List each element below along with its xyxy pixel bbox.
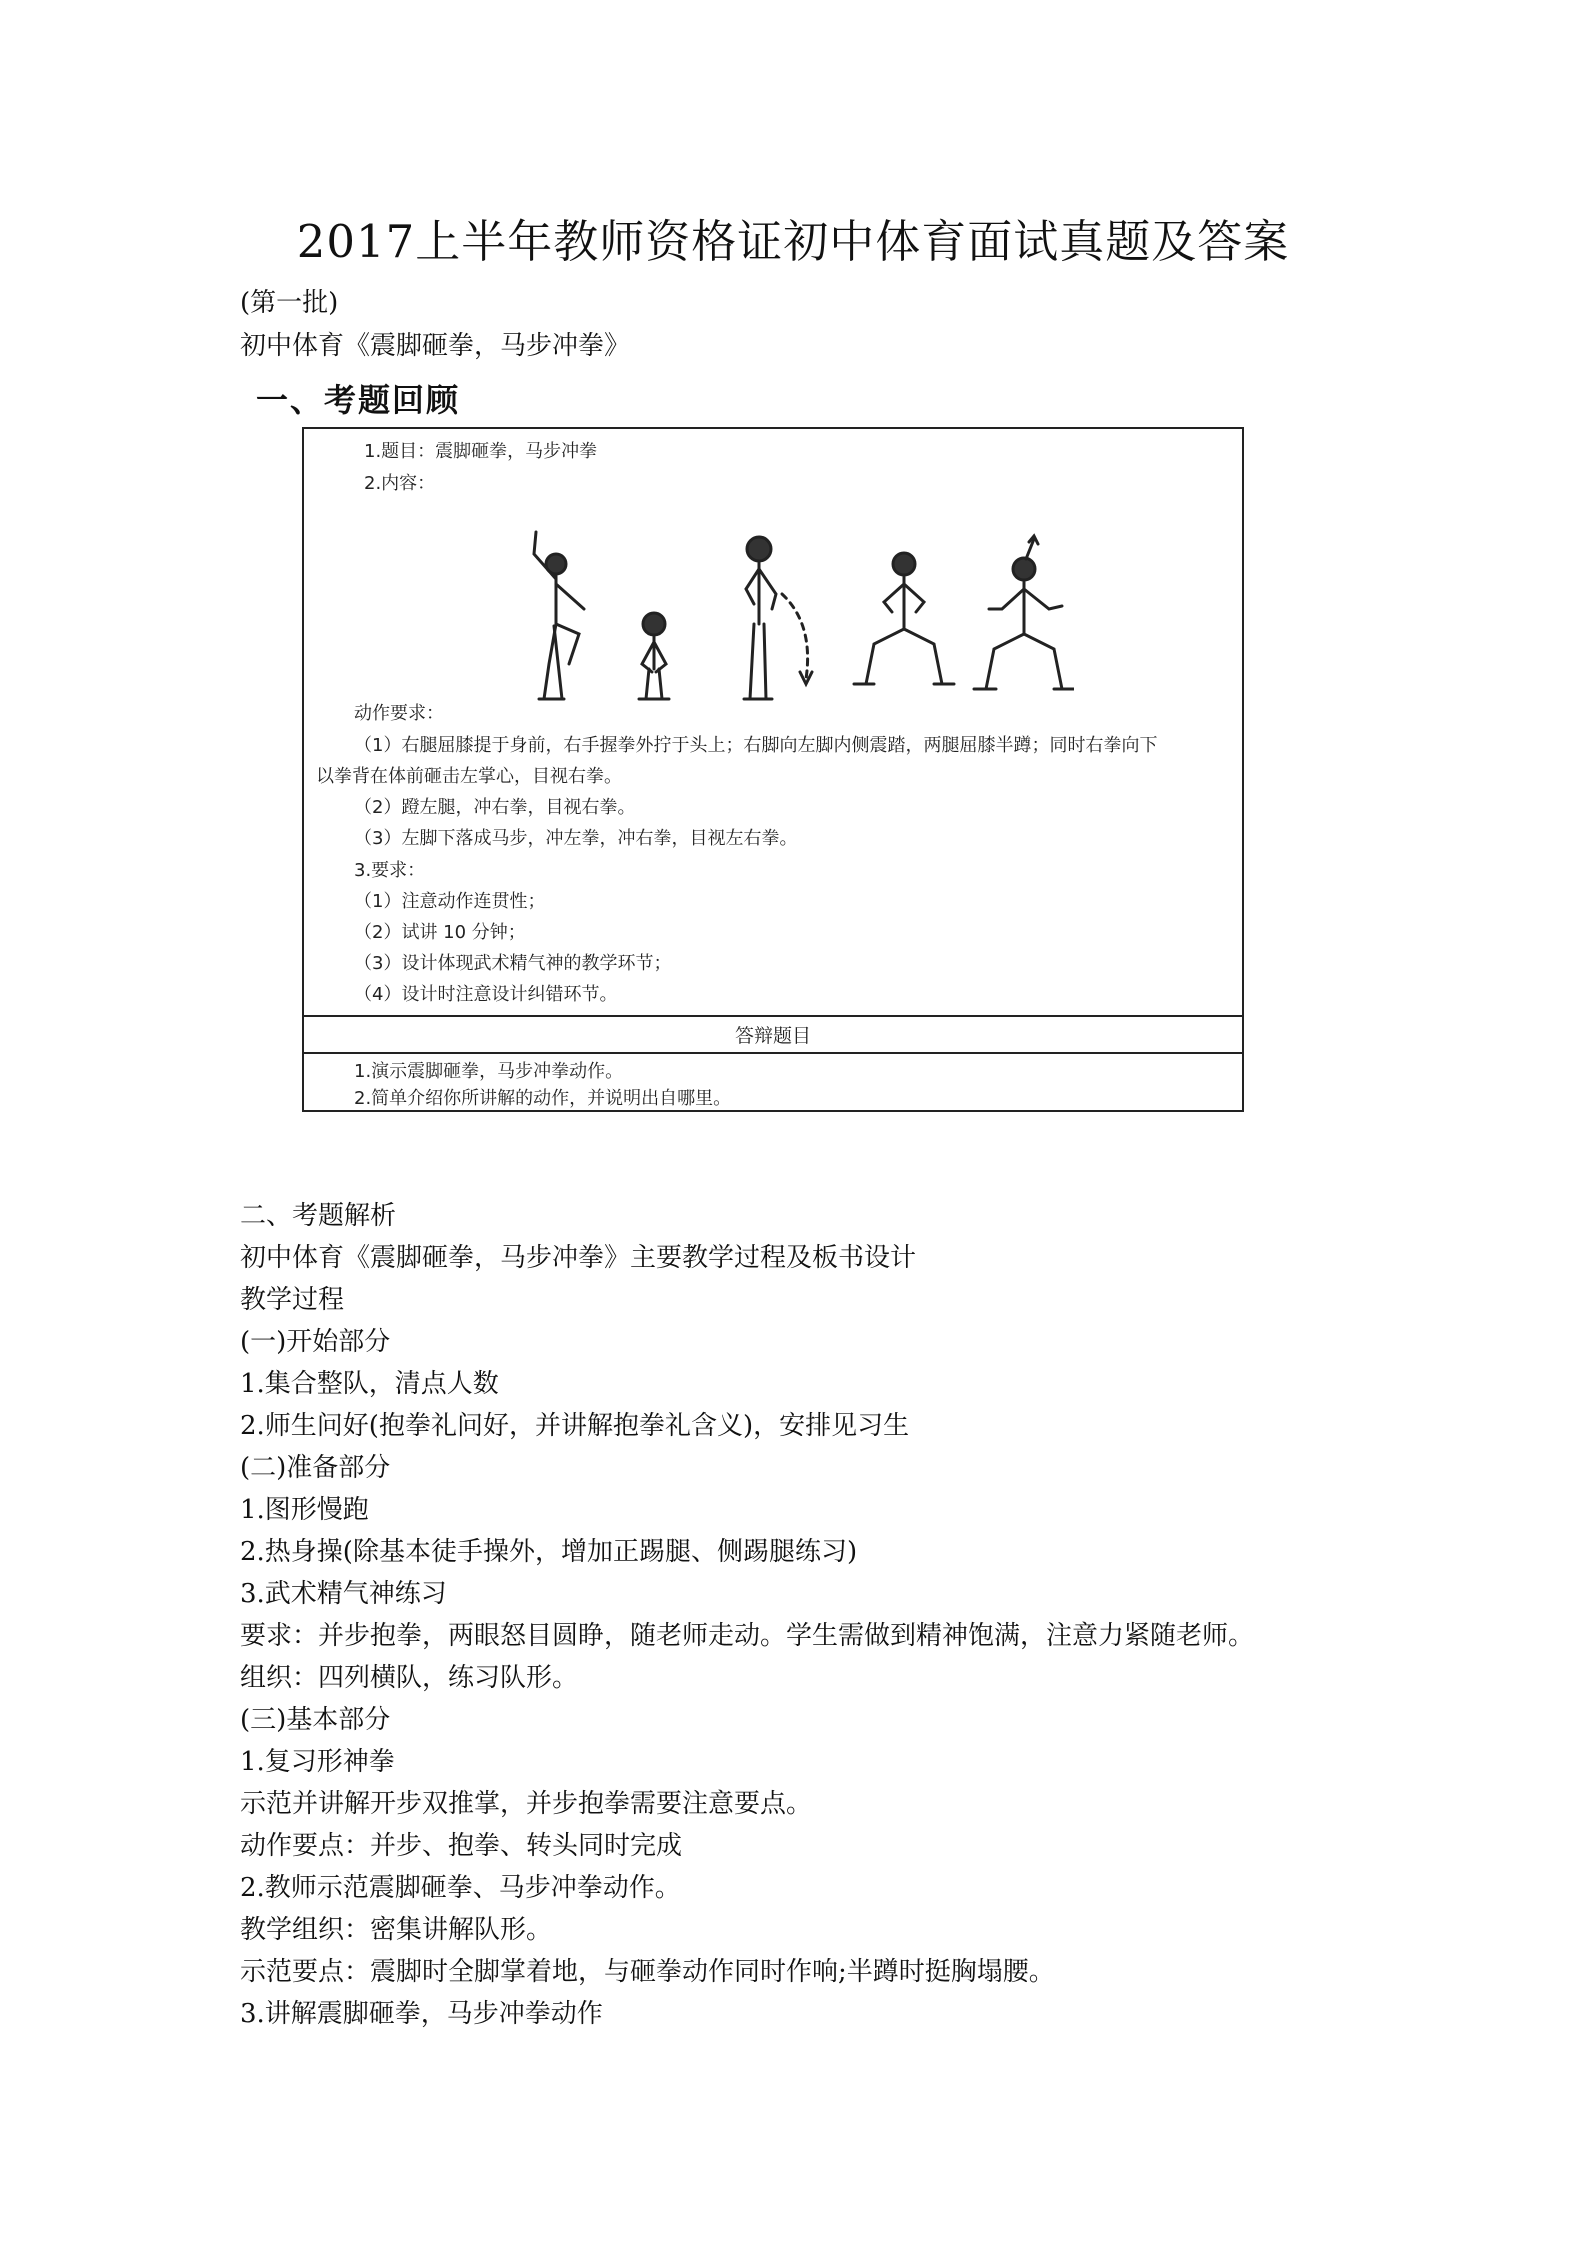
action-item-2: （2）蹬左腿，冲右拳，目视右拳。 — [354, 797, 636, 818]
analysis-line: 要求：并步抱拳，两眼怒目圆睁，随老师走动。学生需做到精神饱满，注意力紧随老师。 — [240, 1621, 1255, 1651]
defense-questions-header: 答辩题目 — [734, 1025, 811, 1047]
analysis-line: 示范并讲解开步双推掌，并步抱拳需要注意要点。 — [240, 1789, 813, 1819]
wushu-figures-illustration — [514, 514, 1074, 704]
action-item-3: （3）左脚下落成马步，冲左拳，冲右拳，目视左右拳。 — [354, 828, 798, 849]
analysis-line: (二)准备部分 — [240, 1453, 391, 1483]
requirement-3: （3）设计体现武术精气神的教学环节； — [354, 953, 672, 974]
section-heading-analysis: 二、考题解析 — [240, 1201, 397, 1231]
analysis-line: 3.武术精气神练习 — [240, 1579, 447, 1609]
analysis-line: 2.热身操(除基本徒手操外，增加正踢腿、侧踢腿练习) — [240, 1537, 858, 1567]
figure-4-horse-stance — [854, 553, 954, 684]
requirement-2: （2）试讲 10 分钟； — [354, 922, 526, 943]
section-heading-review: 一、考题回顾 — [256, 381, 461, 419]
analysis-line: 1.图形慢跑 — [240, 1495, 369, 1525]
analysis-line: 教学组织：密集讲解队形。 — [240, 1915, 553, 1945]
requirement-4: （4）设计时注意设计纠错环节。 — [354, 984, 618, 1005]
figure-5-horse-stance-punch — [974, 536, 1074, 689]
analysis-line: 1.集合整队，清点人数 — [240, 1369, 499, 1399]
analysis-line: 示范要点：震脚时全脚掌着地，与砸拳动作同时作响;半蹲时挺胸塌腰。 — [240, 1957, 1055, 1987]
analysis-line: 3.讲解震脚砸拳，马步冲拳动作 — [240, 1999, 603, 2029]
exam-topic: 1.题目：震脚砸拳，马步冲拳 — [364, 441, 598, 462]
figure-3-leg-stamp — [744, 537, 812, 699]
analysis-line: 动作要点：并步、抱拳、转头同时完成 — [240, 1831, 683, 1861]
requirement-1: （1）注意动作连贯性； — [354, 891, 546, 912]
defense-question-1: 1.演示震脚砸拳，马步冲拳动作。 — [354, 1061, 624, 1082]
analysis-line: 1.复习形神拳 — [240, 1747, 395, 1777]
defense-question-2: 2.简单介绍你所讲解的动作，并说明出自哪里。 — [354, 1088, 732, 1109]
document-title: 2017上半年教师资格证初中体育面试真题及答案 — [296, 215, 1290, 268]
analysis-line: (一)开始部分 — [240, 1327, 391, 1357]
analysis-line: 初中体育《震脚砸拳，马步冲拳》主要教学过程及板书设计 — [240, 1243, 917, 1273]
analysis-line: 2.师生问好(抱拳礼问好，并讲解抱拳礼含义)，安排见习生 — [240, 1411, 910, 1441]
analysis-line: 教学过程 — [240, 1285, 345, 1315]
box-divider-top — [304, 1015, 1242, 1017]
requirements-label: 3.要求： — [354, 860, 426, 881]
analysis-line: 2.教师示范震脚砸拳、马步冲拳动作。 — [240, 1873, 681, 1903]
exam-content-label: 2.内容： — [364, 473, 436, 494]
batch-label: (第一批) — [240, 288, 339, 318]
action-item-1b: 以拳背在体前砸击左掌心，目视右拳。 — [316, 766, 622, 787]
analysis-line: 组织：四列横队，练习队形。 — [240, 1663, 579, 1693]
box-divider-bottom — [304, 1052, 1242, 1054]
course-line: 初中体育《震脚砸拳，马步冲拳》 — [240, 331, 631, 361]
figure-1-knee-raise — [534, 532, 584, 699]
analysis-line: (三)基本部分 — [240, 1705, 391, 1735]
action-item-1a: （1）右腿屈膝提于身前，右手握拳外拧于头上；右脚向左脚内侧震踏，两腿屈膝半蹲；同时右拳向下 — [354, 735, 1158, 756]
action-requirements-label: 动作要求： — [354, 703, 444, 724]
figure-2-stand — [639, 613, 669, 699]
exam-question-box — [302, 427, 1244, 1112]
